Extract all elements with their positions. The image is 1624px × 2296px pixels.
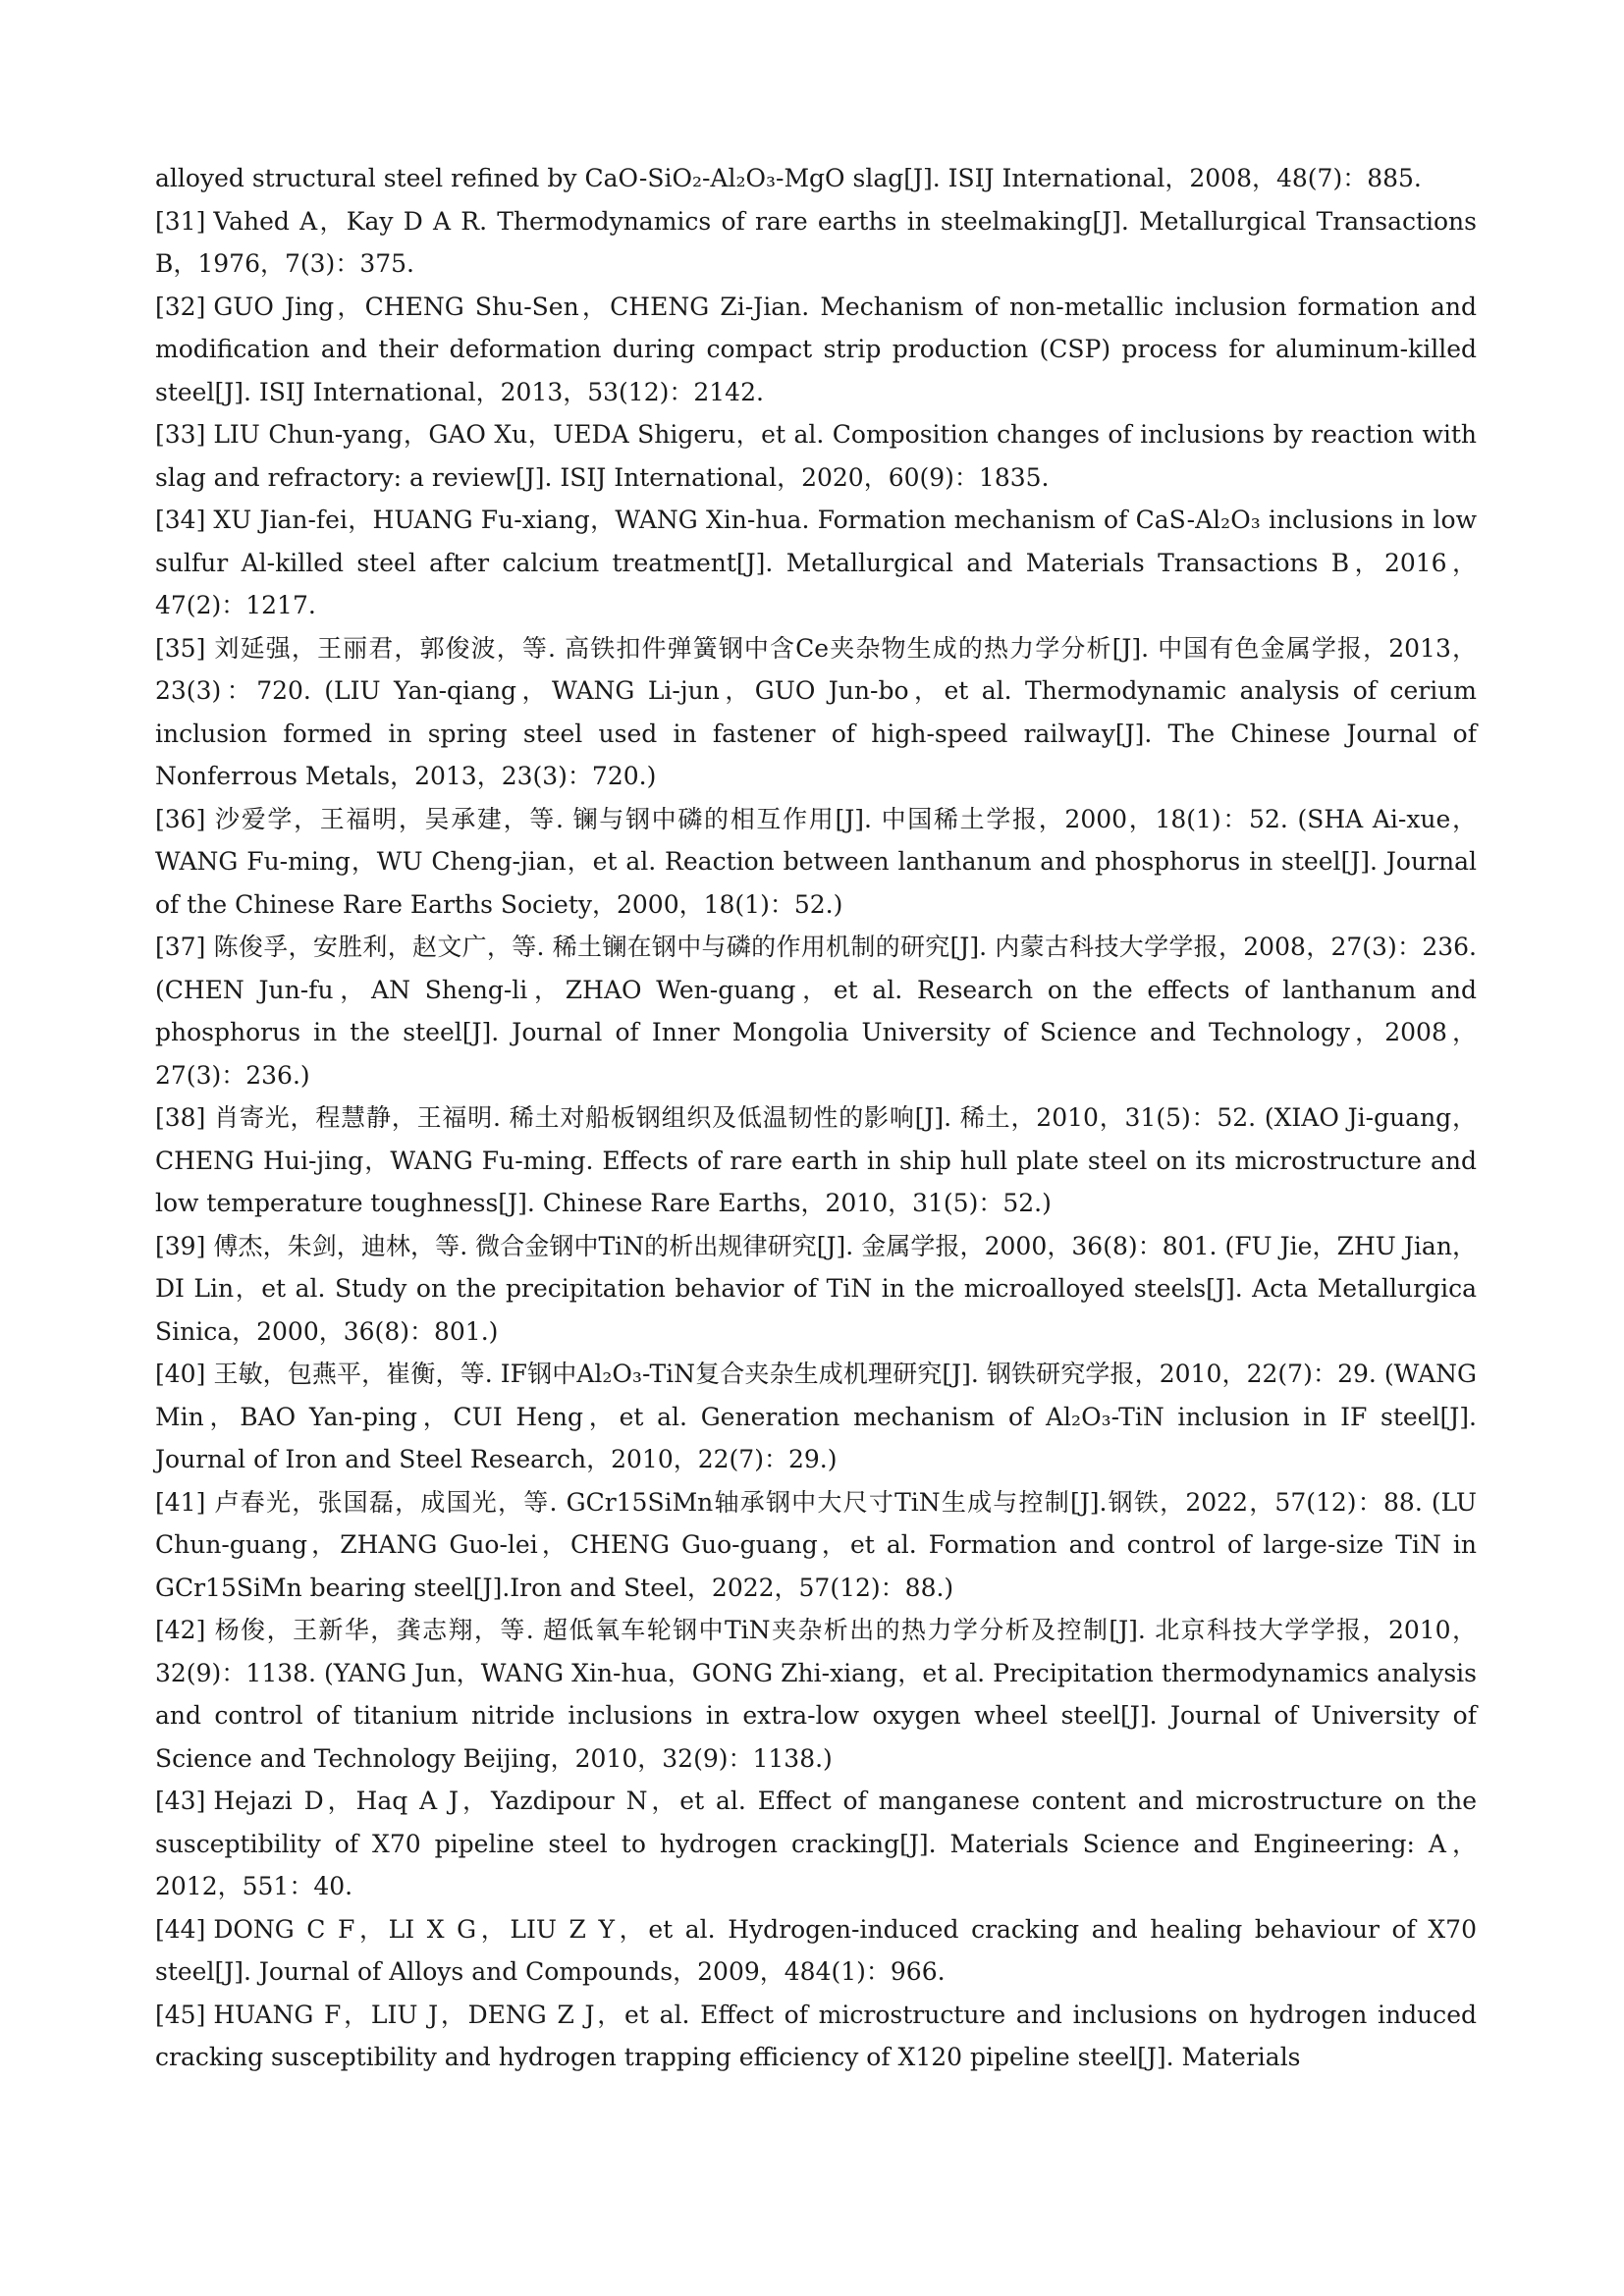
reference-number: [43] xyxy=(155,1787,206,1815)
reference-text: 沙爱学，王福明，吴承建，等. 镧与钢中磷的相互作用[J]. 中国稀土学报，2000，18(1)：52. (SHA Ai-xue，WANG Fu-ming，WU Cheng-jian，et al. Reaction between lanthanum and phosphorus in steel[J]. Journal of the Chinese Rare Earths Society，2000，18(1)：52.) xyxy=(155,804,1477,919)
reference-number: [41] xyxy=(155,1487,206,1517)
reference-text: Hejazi D，Haq A J，Yazdipour N，et al. Effect of manganese content and microstructure on the susceptibility of X70 pipeline steel to hydrogen cracking[J]. Materials Science and Engineering: A，2012，551：40. xyxy=(155,1787,1477,1900)
reference-text: Vahed A，Kay D A R. Thermodynamics of rare earths in steelmaking[J]. Metallurgical Transactions B，1976，7(3)：375. xyxy=(155,206,1477,278)
reference-text: 傅杰，朱剑，迪林，等. 微合金钢中TiN的析出规律研究[J]. 金属学报，2000，36(8)：801. (FU Jie，ZHU Jian，DI Lin，et al. Study on the precipitation behavior of TiN in the microalloyed steels[J]. Acta Metallurgica Sinica，2000，36(8)：801.) xyxy=(155,1231,1477,1346)
reference-text: 杨俊，王新华，龚志翔，等. 超低氧车轮钢中TiN夹杂析出的热力学分析及控制[J]. 北京科技大学学报，2010，32(9)：1138. (YANG Jun，WANG Xin-hua，GONG Zhi-xiang，et al. Precipitation thermodynamics analysis and control of titanium nitride inclusions in extra-low oxygen wheel steel[J]. Journal of University of Science and Technology Beijing，2010，32(9)：1138.) xyxy=(155,1616,1477,1773)
reference-number: [45] xyxy=(155,2000,206,2029)
reference-number: [33] xyxy=(155,420,206,449)
reference-text: GUO Jing，CHENG Shu-Sen，CHENG Zi-Jian. Mechanism of non-metallic inclusion formation and modification and their deformation during compact strip production (CSP) process for aluminum-killed steel[J]. ISIJ International，2013，53(12)：2142. xyxy=(155,292,1477,406)
reference-number: [34] xyxy=(155,506,206,534)
reference-text: 王敏，包燕平，崔衡，等. IF钢中Al₂O₃-TiN复合夹杂生成机理研究[J]. 钢铁研究学报，2010，22(7)：29. (WANG Min，BAO Yan-ping，CUI Heng，et al. Generation mechanism of Al₂O₃-TiN inclusion in IF steel[J]. Journal of Iron and Steel Research，2010，22(7)：29.) xyxy=(155,1360,1477,1473)
reference-text: HUANG F，LIU J，DENG Z J，et al. Effect of microstructure and inclusions on hydrogen induced cracking susceptibility and hydrogen trapping efficiency of X120 pipeline steel[J]. Materials xyxy=(155,2000,1477,2071)
reference-item xyxy=(155,286,1477,414)
reference-text: 刘延强，王丽君，郭俊波，等. 高铁扣件弹簧钢中含Ce夹杂物生成的热力学分析[J]. 中国有色金属学报，2013，23(3)：720. (LIU Yan-qiang，WANG Li-jun，GUO Jun-bo，et al. Thermodynamic analysis of cerium inclusion formed in spring steel used in fastener of high-speed railway[J]. The Chinese Journal of Nonferrous Metals，2013，23(3)：720.) xyxy=(155,633,1477,790)
reference-text: 卢春光，张国磊，成国光，等. GCr15SiMn轴承钢中大尺寸TiN生成与控制[J].钢铁，2022，57(12)：88. (LU Chun-guang，ZHANG Guo-lei，CHENG Guo-guang，et al. Formation and control of large-size TiN in GCr15SiMn bearing steel[J].Iron and Steel，2022，57(12)：88.) xyxy=(155,1487,1477,1602)
reference-text: 肖寄光，程慧静，王福明. 稀土对船板钢组织及低温韧性的影响[J]. 稀土，2010，31(5)：52. (XIAO Ji-guang，CHENG Hui-jing，WANG Fu-ming. Effects of rare earth in ship hull plate steel on its microstructure and low temperature toughness[J]. Chinese Rare Earths，2010，31(5)：52.) xyxy=(155,1103,1477,1217)
reference-text: 陈俊孚，安胜利，赵文广，等. 稀土镧在钢中与磷的作用机制的研究[J]. 内蒙古科技大学学报，2008，27(3)：236. (CHEN Jun-fu，AN Sheng-li，ZHAO Wen-guang，et al. Research on the effects of lanthanum and phosphorus in the steel[J]. Journal of Inner Mongolia University of Science and Technology，2008，27(3)：236.) xyxy=(155,933,1477,1090)
reference-item xyxy=(155,499,1477,627)
reference-item xyxy=(155,1994,1477,2079)
reference-item xyxy=(155,1096,1477,1225)
reference-item xyxy=(155,1353,1477,1481)
reference-text: LIU Chun-yang，GAO Xu，UEDA Shigeru，et al. Composition changes of inclusions by reaction with slag and refractory: a review[J]. ISIJ International，2020，60(9)：1835. xyxy=(155,420,1477,492)
reference-number: [32] xyxy=(155,292,206,321)
reference-item xyxy=(155,1780,1477,1908)
reference-number: [42] xyxy=(155,1616,206,1644)
reference-item xyxy=(155,157,1477,200)
reference-number: [38] xyxy=(155,1103,206,1132)
reference-number: [36] xyxy=(155,804,206,833)
reference-number: [35] xyxy=(155,633,206,663)
reference-number: [40] xyxy=(155,1360,206,1388)
reference-item xyxy=(155,413,1477,499)
reference-number: [39] xyxy=(155,1231,206,1260)
reference-number: [31] xyxy=(155,206,206,236)
reference-text: alloyed structural steel refined by CaO-SiO₂-Al₂O₃-MgO slag[J]. ISIJ International，2008，48(7)：885. xyxy=(155,164,1422,192)
reference-item xyxy=(155,926,1477,1096)
reference-number: [44] xyxy=(155,1914,206,1944)
reference-item xyxy=(155,200,1477,286)
reference-text: XU Jian-fei，HUANG Fu-xiang，WANG Xin-hua. Formation mechanism of CaS-Al₂O₃ inclusions in low sulfur Al-killed steel after calcium treatment[J]. Metallurgical and Materials Transactions B，2016，47(2)：1217. xyxy=(155,506,1477,619)
reference-item xyxy=(155,1481,1477,1610)
reference-item xyxy=(155,627,1477,798)
reference-text: DONG C F，LI X G，LIU Z Y，et al. Hydrogen-induced cracking and healing behaviour of X70 steel[J]. Journal of Alloys and Compounds，2009，484(1)：966. xyxy=(155,1914,1477,1986)
reference-item xyxy=(155,1609,1477,1780)
reference-list xyxy=(155,157,1477,2079)
reference-item xyxy=(155,1225,1477,1354)
reference-item xyxy=(155,1908,1477,1994)
reference-item xyxy=(155,798,1477,927)
reference-number: [37] xyxy=(155,933,206,961)
